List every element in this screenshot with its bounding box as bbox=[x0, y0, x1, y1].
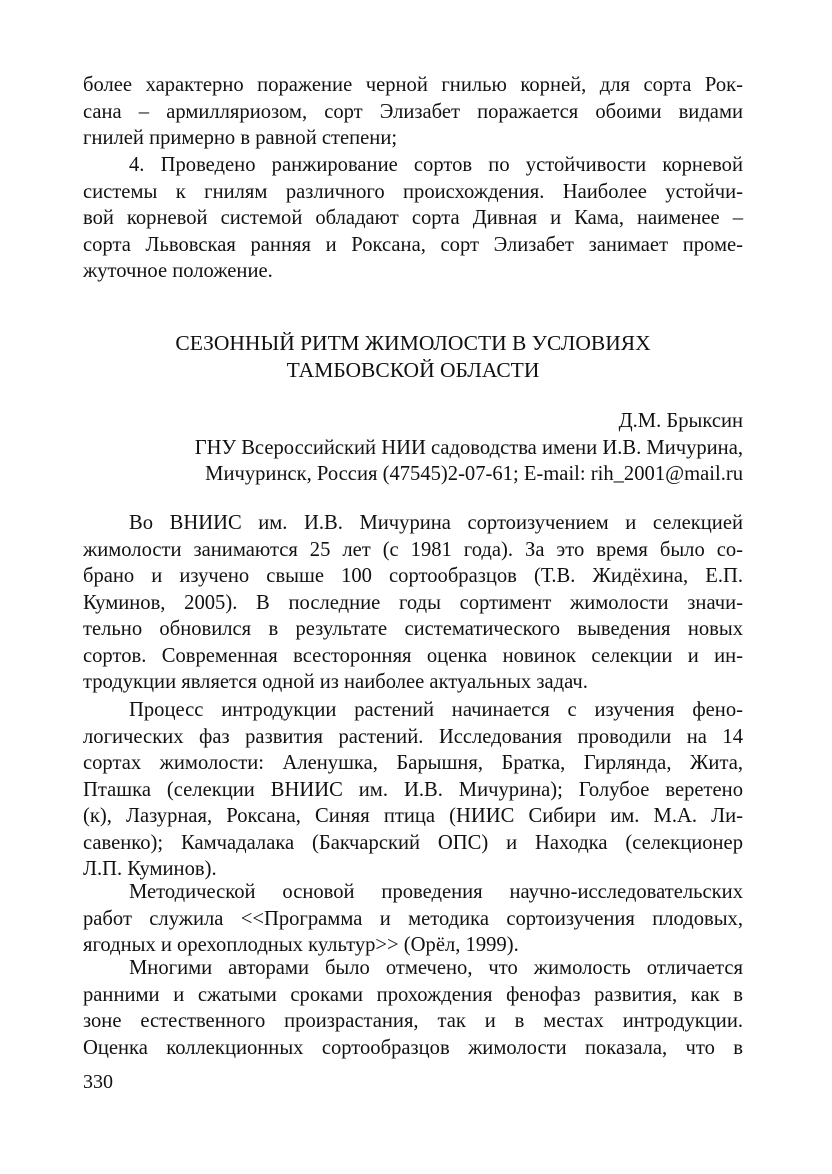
text-line: вой корневой системой обладают сорта Дивная и Кама, наименее – bbox=[83, 207, 743, 229]
text-line: жуточное положение. bbox=[83, 260, 273, 282]
text-line: Л.П. Куминов). bbox=[83, 858, 217, 880]
paragraph-method bbox=[83, 879, 743, 959]
item-4-paragraph bbox=[83, 152, 743, 285]
author-contact: Мичуринск, Россия (47545)2-07-61; E-mail: rih_2001@mail.ru bbox=[205, 463, 743, 485]
text-line: брано и изучено свыше 100 сортообразцов (Т.В. Жидёхина, Е.П. bbox=[83, 565, 743, 587]
text-line: Процесс интродукции растений начинается с изучения фено- bbox=[129, 699, 743, 721]
text-line: Во ВНИИС им. И.В. Мичурина сортоизучением и селекцией bbox=[129, 512, 743, 534]
title-line: ТАМБОВСКОЙ ОБЛАСТИ bbox=[286, 358, 540, 382]
text-line: сортов. Современная всесторонняя оценка новинок селекции и ин- bbox=[83, 644, 743, 667]
page-number: 330 bbox=[83, 1071, 113, 1093]
paragraph-intro bbox=[83, 510, 743, 696]
text-line: Оценка коллекционных сортообразцов жимолости показала, что в bbox=[83, 1036, 743, 1059]
text-line: сортах жимолости: Аленушка, Барышня, Братка, Гирлянда, Жита, bbox=[83, 752, 743, 774]
text-line: ягодных и орехоплодных культур>> (Орёл, 1999). bbox=[83, 934, 519, 956]
text-line: системы к гнилям различного происхождения. Наиболее устойчи- bbox=[83, 180, 743, 203]
text-line: работ служила <<Программа и методика сортоизучения плодовых, bbox=[83, 907, 743, 930]
text-line: ранними и сжатыми сроками прохождения фенофаз развития, как в bbox=[83, 983, 743, 1006]
text-line: сана – армилляриозом, сорт Элизабет поражается обоими видами bbox=[83, 100, 743, 123]
text-line: гнилей примерно в равной степени; bbox=[83, 127, 398, 149]
text-line: (к), Лазурная, Роксана, Синяя птица (НИИС Сибири им. М.А. Ли- bbox=[83, 805, 743, 827]
text-line: 4. Проведено ранжирование сортов по устойчивости корневой bbox=[129, 154, 743, 176]
text-line: савенко); Камчадалака (Бакчарский ОПС) и Находка (селекционер bbox=[83, 831, 743, 854]
paragraph-process bbox=[83, 697, 743, 883]
text-line: Куминов, 2005). В последние годы сортимент жимолости значи- bbox=[83, 591, 743, 614]
paragraph-authors bbox=[83, 955, 743, 1061]
text-line: сорта Львовская ранняя и Роксана, сорт Элизабет занимает проме- bbox=[83, 233, 743, 256]
text-line: логических фаз развития растений. Исследования проводили на 14 bbox=[83, 725, 743, 748]
text-line: Методической основой проведения научно-исследовательских bbox=[129, 881, 743, 903]
text-line: тельно обновился в результате систематического выведения новых bbox=[83, 618, 743, 640]
top-paragraph bbox=[83, 72, 743, 152]
text-line: Многими авторами было отмечено, что жимолость отличается bbox=[129, 957, 743, 979]
article-title bbox=[83, 330, 743, 384]
author-name: Д.М. Брыксин bbox=[618, 410, 743, 432]
text-line: более характерно поражение черной гнилью корней, для сорта Рок- bbox=[83, 74, 743, 96]
text-line: жимолости занимаются 25 лет (с 1981 года). За это время было со- bbox=[83, 538, 743, 561]
text-line: Пташка (селекции ВНИИС им. И.В. Мичурина); Голубое веретено bbox=[83, 778, 743, 801]
text-line: зоне естественного произрастания, так и в местах интродукции. bbox=[83, 1010, 743, 1032]
author-block bbox=[195, 408, 743, 488]
author-affiliation: ГНУ Всероссийский НИИ садоводства имени И.В. Мичурина, bbox=[194, 436, 743, 459]
title-line: СЕЗОННЫЙ РИТМ ЖИМОЛОСТИ В УСЛОВИЯХ bbox=[175, 331, 651, 355]
text-line: тродукции является одной из наиболее актуальных задач. bbox=[83, 671, 588, 693]
